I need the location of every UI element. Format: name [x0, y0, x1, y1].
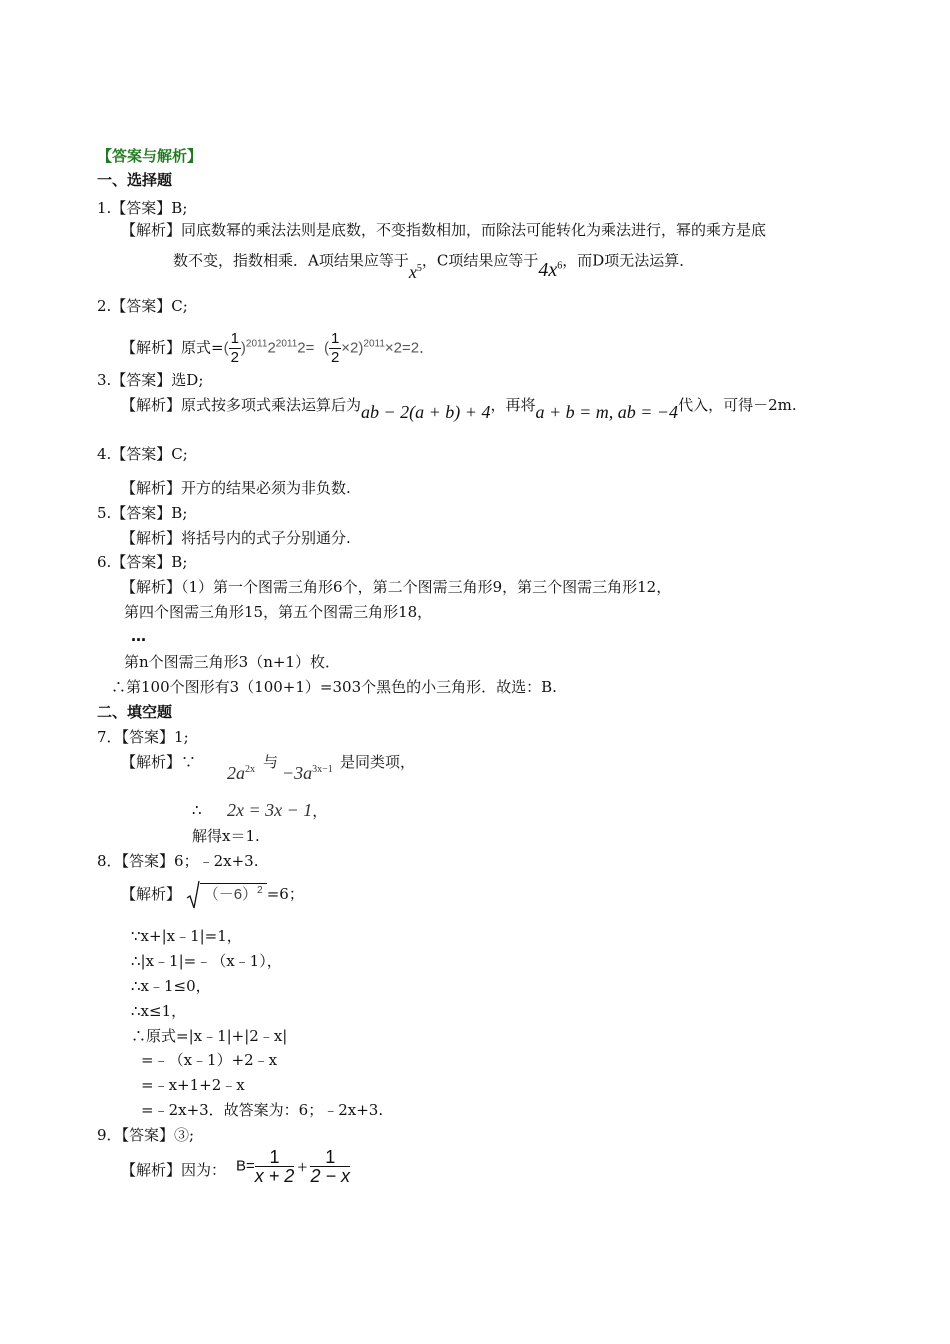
q2-exp-2: 2011 [275, 338, 298, 350]
q8-line-1: ∵x+|x﹣1|=1， [131, 927, 242, 945]
q7-same-type: 是同类项， [340, 753, 416, 771]
q5-answer: 5.【答案】B; [97, 504, 188, 522]
q1-text-a: 数不变，指数相乘．A项结果应等于 [173, 251, 409, 270]
q1-math-4x6: $4x^6$ [538, 258, 563, 281]
q9-answer: 9．【答案】③; [97, 1126, 195, 1144]
q1-math-x5: $x^5$ [408, 261, 422, 282]
q3-answer: 3.【答案】选D; [97, 371, 204, 389]
q3-math-expr: ab − 2(a + b) + 4 [361, 402, 491, 422]
q9-explanation-label: 【解析】因为： [121, 1161, 227, 1179]
q8-line-2: ∴|x﹣1|=﹣（x﹣1）， [131, 952, 282, 970]
q1-text-c: ，而D项无法运算． [562, 251, 695, 270]
q8-line-8: =﹣2x+3．故答案为：6；﹣2x+3. [141, 1101, 384, 1119]
q7-equation: 2x = 3x − 1， [227, 800, 328, 820]
section-choice: 一、选择题 [97, 171, 173, 189]
q6-answer: 6.【答案】B; [97, 553, 188, 571]
q6-line-2: 第四个图需三角形15，第五个图需三角形18， [124, 603, 433, 621]
q8-sqrt-result: =6； [266, 885, 304, 903]
q1-answer: 1.【答案】B; [97, 199, 188, 217]
q6-line-4: 第n个图需三角形3（n+1）枚． [124, 653, 340, 671]
q9-b-label: B= [236, 1157, 255, 1175]
q1-text-b: ，C项结果应等于 [421, 251, 539, 270]
q4-explanation: 【解析】开方的结果必须为非负数. [121, 479, 351, 497]
q5-explanation: 【解析】将括号内的式子分别通分. [121, 529, 351, 547]
q6-line-1: 【解析】（1）第一个图需三角形6个，第二个图需三角形9，第三个图需三角形12， [121, 578, 672, 596]
q9-fraction-1: $\frac{1}{x + 2}$ [254, 1147, 295, 1186]
q2-explanation: 【解析】原式=( $\frac{1}{2}$ )$^{2011}2^{2011}2=$ ( $\frac{1}{2}$ ×2)$^{2011}$×2=2． [121, 330, 435, 366]
q3-text-a: 【解析】原式按多项式乘法运算后为 [121, 396, 362, 414]
section-fill: 二、填空题 [97, 703, 173, 721]
q1-explanation-2 [173, 246, 695, 282]
q2-exp-3: 2011 [363, 338, 385, 350]
q8-answer: 8．【答案】6；﹣2x+3. [97, 852, 259, 870]
q2-fraction-1: $\frac{1}{2}$ [230, 330, 239, 366]
q7-explanation [121, 752, 196, 772]
q7-label: 【解析】∵ [121, 753, 197, 771]
q3-math-sub: a + b = m, ab = −4 [535, 402, 679, 422]
q1-explanation-1: 【解析】同底数幂的乘法法则是底数，不变指数相加，而除法可能转化为乘法进行，幂的乘方是底 [121, 221, 767, 239]
q8-line-6: =﹣（x﹣1）+2﹣x [141, 1051, 278, 1069]
q8-line-5: ∴原式=|x﹣1|+|2﹣x| [131, 1027, 288, 1045]
q3-text-c: 代入，可得－2m. [678, 396, 797, 414]
q9-fraction-2: $\frac{1}{2 - x}$ [310, 1147, 350, 1186]
q3-text-b: ，再将 [490, 396, 536, 414]
q7-therefore: ∴ [192, 801, 202, 819]
q7-answer: 7．【答案】1; [97, 728, 189, 746]
q8-line-4: ∴x≤1， [131, 1002, 187, 1020]
q6-line-5: ∴第100个图形有3（100+1）=303个黑色的小三角形．故选：B. [111, 678, 557, 696]
q7-math-2a: $2a^{2x}$ [227, 763, 255, 783]
q8-line-3: ∴x﹣1≤0， [131, 977, 211, 995]
radical-sign-icon [186, 880, 200, 910]
q6-ellipsis: … [131, 627, 146, 645]
q4-answer: 4.【答案】C; [97, 445, 188, 463]
q7-math-3a: $-3a^{3x-1}$ [282, 763, 333, 783]
q7-solution: 解得x＝1. [192, 827, 260, 845]
q3-explanation [121, 394, 797, 422]
q2-label: 【解析】原式= [121, 338, 224, 357]
answer-heading: 【答案与解析】 [97, 147, 203, 165]
q9-formula: B= $\frac{1}{x + 2}$ + $\frac{1}{2 - x}$ [236, 1147, 350, 1186]
q8-explanation-head [121, 878, 304, 910]
q2-fraction-2: $\frac{1}{2}$ [330, 330, 340, 366]
q8-label: 【解析】 [121, 885, 182, 903]
q7-with: 与 [263, 753, 279, 771]
q8-line-7: =﹣x+1+2﹣x [141, 1076, 245, 1094]
q2-answer: 2.【答案】C; [97, 297, 188, 315]
q8-sqrt: $(-6)^2$ [186, 878, 267, 910]
q2-exp-1: 2011 [245, 338, 268, 350]
